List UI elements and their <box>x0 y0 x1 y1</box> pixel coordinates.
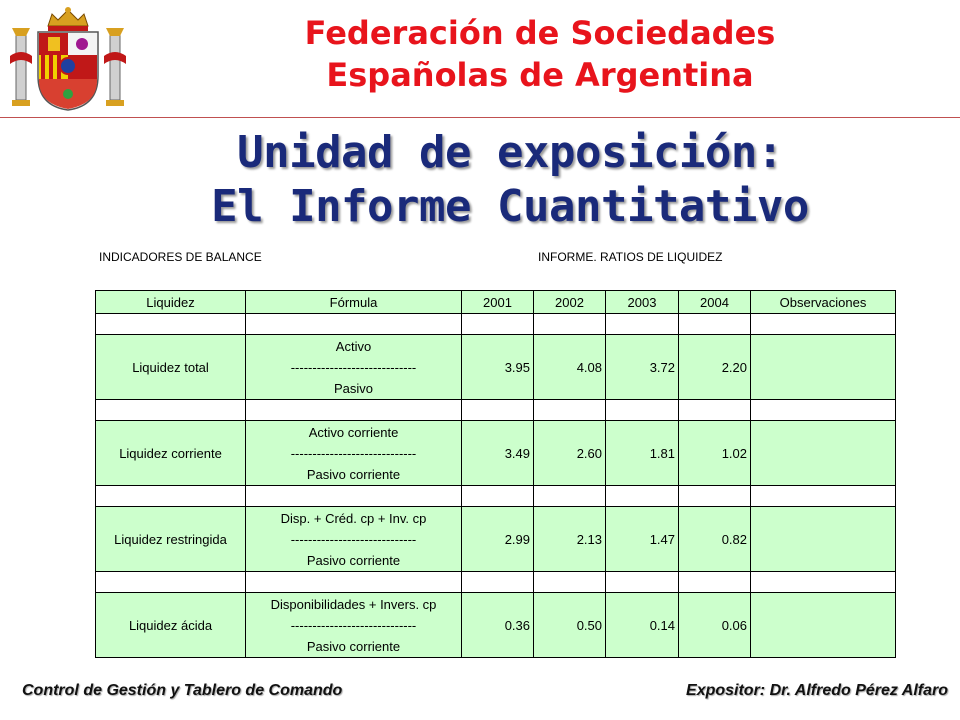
value-2004: 0.06 <box>679 593 751 658</box>
table-row <box>96 507 896 572</box>
subheading-balance-indicators: INDICADORES DE BALANCE <box>99 250 262 264</box>
value-2001: 3.49 <box>462 421 534 486</box>
ratio-name: Liquidez total <box>96 335 246 400</box>
formula-denominator: Pasivo <box>333 380 374 396</box>
column-header: Observaciones <box>751 291 896 314</box>
column-header: Liquidez <box>96 291 246 314</box>
table-header-row <box>96 291 896 314</box>
slide-title-line-2: El Informe Cuantitativo <box>211 181 809 232</box>
spacer-row <box>96 400 896 421</box>
column-header: Fórmula <box>246 291 462 314</box>
spacer-row <box>96 486 896 507</box>
observaciones-cell <box>751 335 896 400</box>
value-2003: 1.81 <box>606 421 679 486</box>
value-2002: 0.50 <box>534 593 606 658</box>
formula-numerator: Disponibilidades + Invers. cp <box>270 596 437 612</box>
formula-divider: ----------------------------- <box>290 445 417 461</box>
formula-numerator: Activo <box>335 338 372 354</box>
value-2002: 2.13 <box>534 507 606 572</box>
formula-divider: ----------------------------- <box>290 359 417 375</box>
column-header: 2004 <box>679 291 751 314</box>
organization-name-line-1: Federación de Sociedades <box>304 14 776 52</box>
value-2001: 0.36 <box>462 593 534 658</box>
value-2003: 0.14 <box>606 593 679 658</box>
value-2001: 3.95 <box>462 335 534 400</box>
formula-numerator: Activo corriente <box>308 424 399 440</box>
formula-denominator: Pasivo corriente <box>306 552 401 568</box>
ratio-formula <box>246 421 462 486</box>
formula-divider: ----------------------------- <box>290 617 417 633</box>
value-2004: 1.02 <box>679 421 751 486</box>
value-2003: 1.47 <box>606 507 679 572</box>
liquidity-ratios-table <box>95 290 896 658</box>
table-row <box>96 335 896 400</box>
formula-divider: ----------------------------- <box>290 531 417 547</box>
table-row <box>96 593 896 658</box>
formula-numerator: Disp. + Créd. cp + Inv. cp <box>280 510 427 526</box>
table-row <box>96 421 896 486</box>
ratio-name: Liquidez corriente <box>96 421 246 486</box>
value-2004: 0.82 <box>679 507 751 572</box>
ratio-formula <box>246 335 462 400</box>
column-header: 2003 <box>606 291 679 314</box>
value-2003: 3.72 <box>606 335 679 400</box>
header-divider <box>0 117 960 118</box>
column-header: 2001 <box>462 291 534 314</box>
value-2004: 2.20 <box>679 335 751 400</box>
value-2001: 2.99 <box>462 507 534 572</box>
ratio-name: Liquidez ácida <box>96 593 246 658</box>
ratio-name: Liquidez restringida <box>96 507 246 572</box>
subheading-liquidity-ratios: INFORME. RATIOS DE LIQUIDEZ <box>538 250 723 264</box>
observaciones-cell <box>751 593 896 658</box>
footer-presenter: Expositor: Dr. Alfredo Pérez Alfaro <box>686 682 948 699</box>
ratio-formula <box>246 593 462 658</box>
slide-title-line-1: Unidad de exposición: <box>237 127 783 178</box>
column-header: 2002 <box>534 291 606 314</box>
formula-denominator: Pasivo corriente <box>306 638 401 654</box>
spacer-row <box>96 572 896 593</box>
observaciones-cell <box>751 507 896 572</box>
ratio-formula <box>246 507 462 572</box>
spacer-row <box>96 314 896 335</box>
observaciones-cell <box>751 421 896 486</box>
formula-denominator: Pasivo corriente <box>306 466 401 482</box>
footer-course-title: Control de Gestión y Tablero de Comando <box>22 682 343 699</box>
organization-name-line-2: Españolas de Argentina <box>326 56 754 94</box>
value-2002: 2.60 <box>534 421 606 486</box>
value-2002: 4.08 <box>534 335 606 400</box>
spanish-coat-of-arms-icon <box>8 6 128 114</box>
